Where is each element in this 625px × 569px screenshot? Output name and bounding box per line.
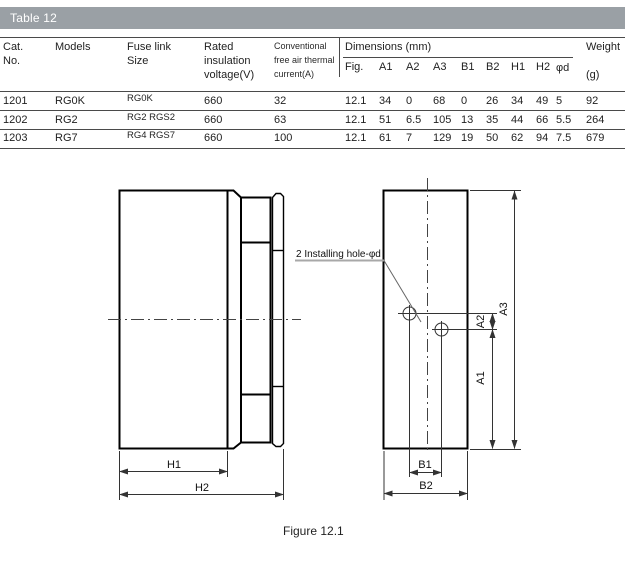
cell-cat-3: 1203 (3, 132, 28, 144)
header-dim-h2: H2 (536, 61, 551, 73)
cell-a1-2: 51 (379, 114, 392, 126)
cell-b1-2: 13 (461, 114, 474, 126)
header-fuse-line2: Size (127, 55, 149, 67)
cell-model-2: RG2 (55, 114, 78, 126)
table-bottom-rule (0, 148, 625, 149)
cell-h1-1: 34 (511, 95, 524, 107)
cell-model-3: RG7 (55, 132, 78, 144)
cell-voltage-1: 660 (204, 95, 223, 107)
cell-weight-3: 679 (586, 132, 605, 144)
cell-a1-3: 61 (379, 132, 392, 144)
cell-fuse-2: RG2 RGS2 (127, 112, 176, 123)
header-weight-line2: (g) (586, 69, 600, 81)
header-bottom-rule (0, 91, 625, 92)
table-top-rule (0, 37, 625, 38)
a1-label: A1 (475, 371, 487, 385)
cell-b2-2: 35 (486, 114, 499, 126)
header-dim-a1: A1 (379, 61, 393, 73)
cell-b1-3: 19 (461, 132, 474, 144)
cell-current-3: 100 (274, 132, 293, 144)
a1-dimension (475, 330, 493, 449)
cell-current-2: 63 (274, 114, 287, 126)
technical-drawing (0, 165, 625, 520)
h2-dimension (120, 449, 284, 500)
cell-b2-3: 50 (486, 132, 499, 144)
header-dim-a3: A3 (433, 61, 447, 73)
h1-label: H1 (166, 459, 182, 471)
callout-leader-line (384, 261, 421, 323)
dimensions-group-underline (343, 57, 573, 58)
installing-hole-callout (295, 249, 421, 322)
header-models: Models (55, 41, 91, 53)
cell-voltage-3: 660 (204, 132, 223, 144)
figure-caption: Figure 12.1 (283, 524, 344, 538)
b2-label: B2 (419, 480, 433, 492)
header-cat-line2: No. (3, 55, 21, 67)
header-conv-line3: current(A) (274, 69, 315, 79)
cell-model-1: RG0K (55, 95, 85, 107)
side-view-outline (108, 191, 301, 449)
header-rated-line1: Rated (204, 41, 234, 53)
cell-h2-3: 94 (536, 132, 549, 144)
header-dim-b1: B1 (461, 61, 475, 73)
header-dim-phid: φd (556, 62, 570, 74)
h2-label: H2 (194, 482, 210, 494)
header-fuse-line1: Fuse link (127, 41, 172, 53)
cell-a3-3: 129 (433, 132, 452, 144)
header-dim-h1: H1 (511, 61, 526, 73)
header-dim-b2: B2 (486, 61, 500, 73)
cell-h1-2: 44 (511, 114, 524, 126)
cell-h2-2: 66 (536, 114, 549, 126)
header-conv-line1: Conventional (274, 41, 327, 51)
cell-phid-1: 5 (556, 95, 563, 107)
header-rated-line2: insulation (204, 55, 251, 67)
cell-a2-2: 6.5 (406, 114, 422, 126)
h1-dimension (120, 451, 228, 500)
cell-cat-2: 1202 (3, 114, 28, 126)
cell-a2-3: 7 (406, 132, 413, 144)
header-dim-a2: A2 (406, 61, 420, 73)
cell-weight-2: 264 (586, 114, 605, 126)
cell-voltage-2: 660 (204, 114, 223, 126)
row-separator-1 (0, 110, 625, 111)
cell-h2-1: 49 (536, 95, 549, 107)
cell-a3-2: 105 (433, 114, 452, 126)
header-weight-line1: Weight (586, 41, 621, 53)
row-separator-2 (0, 129, 625, 130)
cell-fuse-3: RG4 RGS7 (127, 130, 176, 141)
cell-h1-3: 62 (511, 132, 524, 144)
cell-a3-1: 68 (433, 95, 446, 107)
header-dimensions-group: Dimensions (mm) (345, 41, 432, 53)
cell-phid-2: 5.5 (556, 114, 572, 126)
b1-label: B1 (418, 459, 432, 471)
cell-fig-1: 12.1 (345, 95, 367, 107)
cell-current-1: 32 (274, 95, 287, 107)
cell-phid-3: 7.5 (556, 132, 572, 144)
cell-fig-2: 12.1 (345, 114, 367, 126)
a3-label: A3 (498, 302, 510, 316)
a2-dimension (475, 314, 493, 330)
header-dim-fig: Fig. (345, 61, 364, 73)
cell-b2-1: 26 (486, 95, 499, 107)
header-conv-line2: free air thermal (274, 55, 335, 65)
cell-fig-3: 12.1 (345, 132, 367, 144)
cell-b1-1: 0 (461, 95, 468, 107)
cell-a2-1: 0 (406, 95, 413, 107)
header-cat-line1: Cat. (3, 41, 24, 53)
cell-weight-1: 92 (586, 95, 599, 107)
table-title: Table 12 (10, 11, 57, 25)
b1-dimension (410, 459, 442, 473)
dimensions-group-divider (339, 37, 340, 77)
cell-cat-1: 1201 (3, 95, 28, 107)
installing-hole-label: 2 Installing hole-φd (296, 249, 381, 260)
a2-label: A2 (475, 314, 487, 329)
cell-fuse-1: RG0K (127, 93, 153, 104)
header-rated-line3: voltage(V) (204, 69, 255, 81)
table-title-bar (0, 7, 625, 29)
cell-a1-1: 34 (379, 95, 392, 107)
